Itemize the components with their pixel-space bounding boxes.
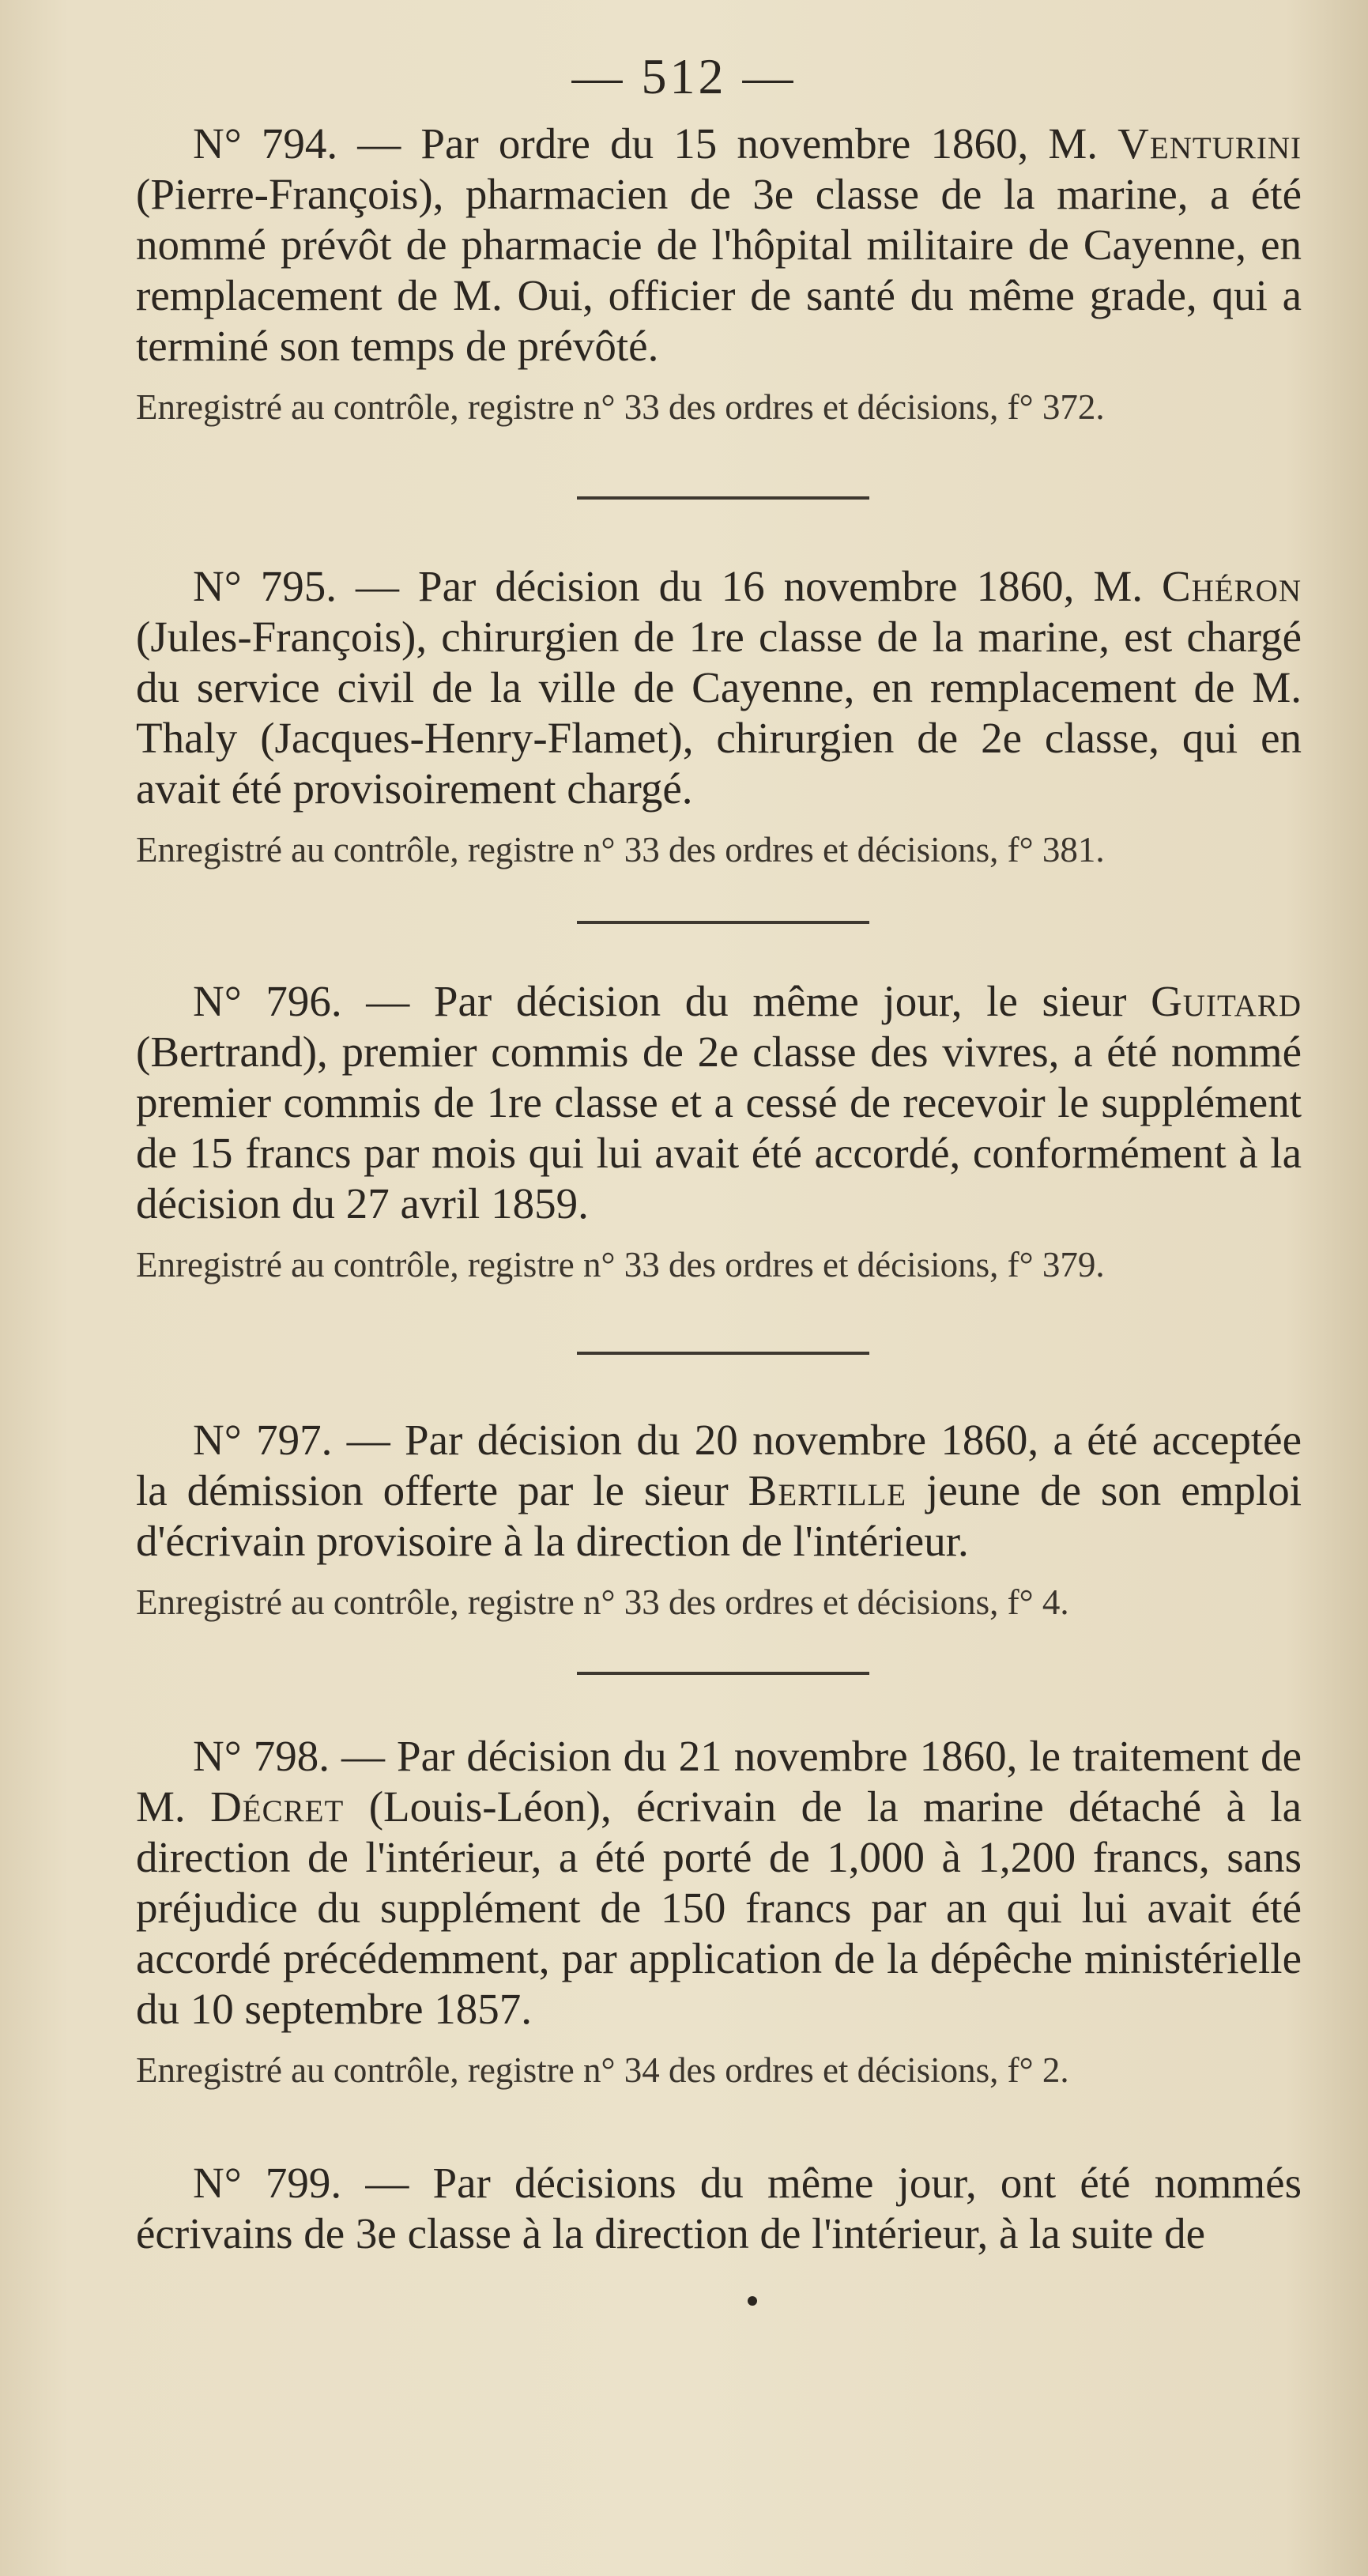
page-number: — 512 — xyxy=(571,48,797,104)
registration-note: Enregistré au contrôle, registre n° 33 des ordres et décisions, f° 4. xyxy=(136,1582,1069,1622)
registration-note: Enregistré au contrôle, registre n° 34 des ordres et décisions, f° 2. xyxy=(136,2050,1069,2090)
person-name: Venturini xyxy=(1117,119,1302,168)
entry-text: N° 795. — Par décision du 16 novembre 1860, M. Chéron (Jules-François), chirurgien de 1re classe de la marine, est chargé du service civil de la ville de Cayenne, en remplacement de M. Thaly (Jacques-Henry-Flamet), chirurgien de 2e classe, qui en avait été provisoirement chargé. xyxy=(136,562,1302,813)
entry-text: N° 796. — Par décision du même jour, le sieur Guitard (Bertrand), premier commis de 2e classe des vivres, a été nommé premier commis de 1re classe et a cessé de recevoir le supplément de 15 francs par mois qui lui avait été accordé, conformément à la décision du 27 avril 1859. xyxy=(136,977,1302,1228)
entry-795 xyxy=(136,561,1302,871)
person-name: Guitard xyxy=(1151,977,1302,1025)
registration-note: Enregistré au contrôle, registre n° 33 des ordres et décisions, f° 379. xyxy=(136,1245,1105,1284)
person-name: Chéron xyxy=(1161,562,1302,610)
entry-794 xyxy=(136,119,1302,428)
separator-rule xyxy=(577,1672,869,1675)
entry-number: N° 795. xyxy=(193,562,337,610)
entry-number: N° 796. xyxy=(193,977,342,1025)
entry-798 xyxy=(136,1731,1302,2091)
entry-number: N° 794. xyxy=(193,119,338,168)
entry-text: N° 798. — Par décision du 21 novembre 1860, le traitement de M. Décret (Louis-Léon), écrivain de la marine détaché à la direction de l'intérieur, a été porté de 1,000 à 1,200 francs, sans préjudice du supplément de 150 francs par an qui lui avait été accordé précédemment, par application de la dépêche ministérielle du 10 septembre 1857. xyxy=(136,1732,1302,2033)
registration-note: Enregistré au contrôle, registre n° 33 des ordres et décisions, f° 381. xyxy=(136,830,1105,869)
entry-797 xyxy=(136,1415,1302,1624)
entry-796 xyxy=(136,976,1302,1286)
entry-text: N° 797. — Par décision du 20 novembre 1860, a été acceptée la démission offerte par le sieur Bertille jeune de son emploi d'écrivain provisoire à la direction de l'intérieur. xyxy=(136,1416,1302,1565)
entry-text: N° 799. — Par décisions du même jour, ont été nommés écrivains de 3e classe à la direction de l'intérieur, à la suite de xyxy=(136,2159,1302,2257)
ink-dot xyxy=(748,2296,757,2306)
separator-rule xyxy=(577,921,869,924)
person-name: Bertille xyxy=(748,1466,907,1514)
entry-number: N° 798. xyxy=(193,1732,330,1780)
entry-number: N° 797. xyxy=(193,1416,333,1464)
separator-rule xyxy=(577,496,869,500)
registration-note: Enregistré au contrôle, registre n° 33 des ordres et décisions, f° 372. xyxy=(136,387,1105,427)
entry-799 xyxy=(136,2158,1302,2259)
separator-rule xyxy=(577,1352,869,1355)
person-name: Décret xyxy=(210,1782,345,1831)
entry-number: N° 799. xyxy=(193,2159,342,2207)
entry-text: N° 794. — Par ordre du 15 novembre 1860, M. Venturini (Pierre-François), pharmacien de 3e classe de la marine, a été nommé prévôt de pharmacie de l'hôpital militaire de Cayenne, en remplacement de M. Oui, officier de santé du même grade, qui a terminé son temps de prévôté. xyxy=(136,119,1302,370)
